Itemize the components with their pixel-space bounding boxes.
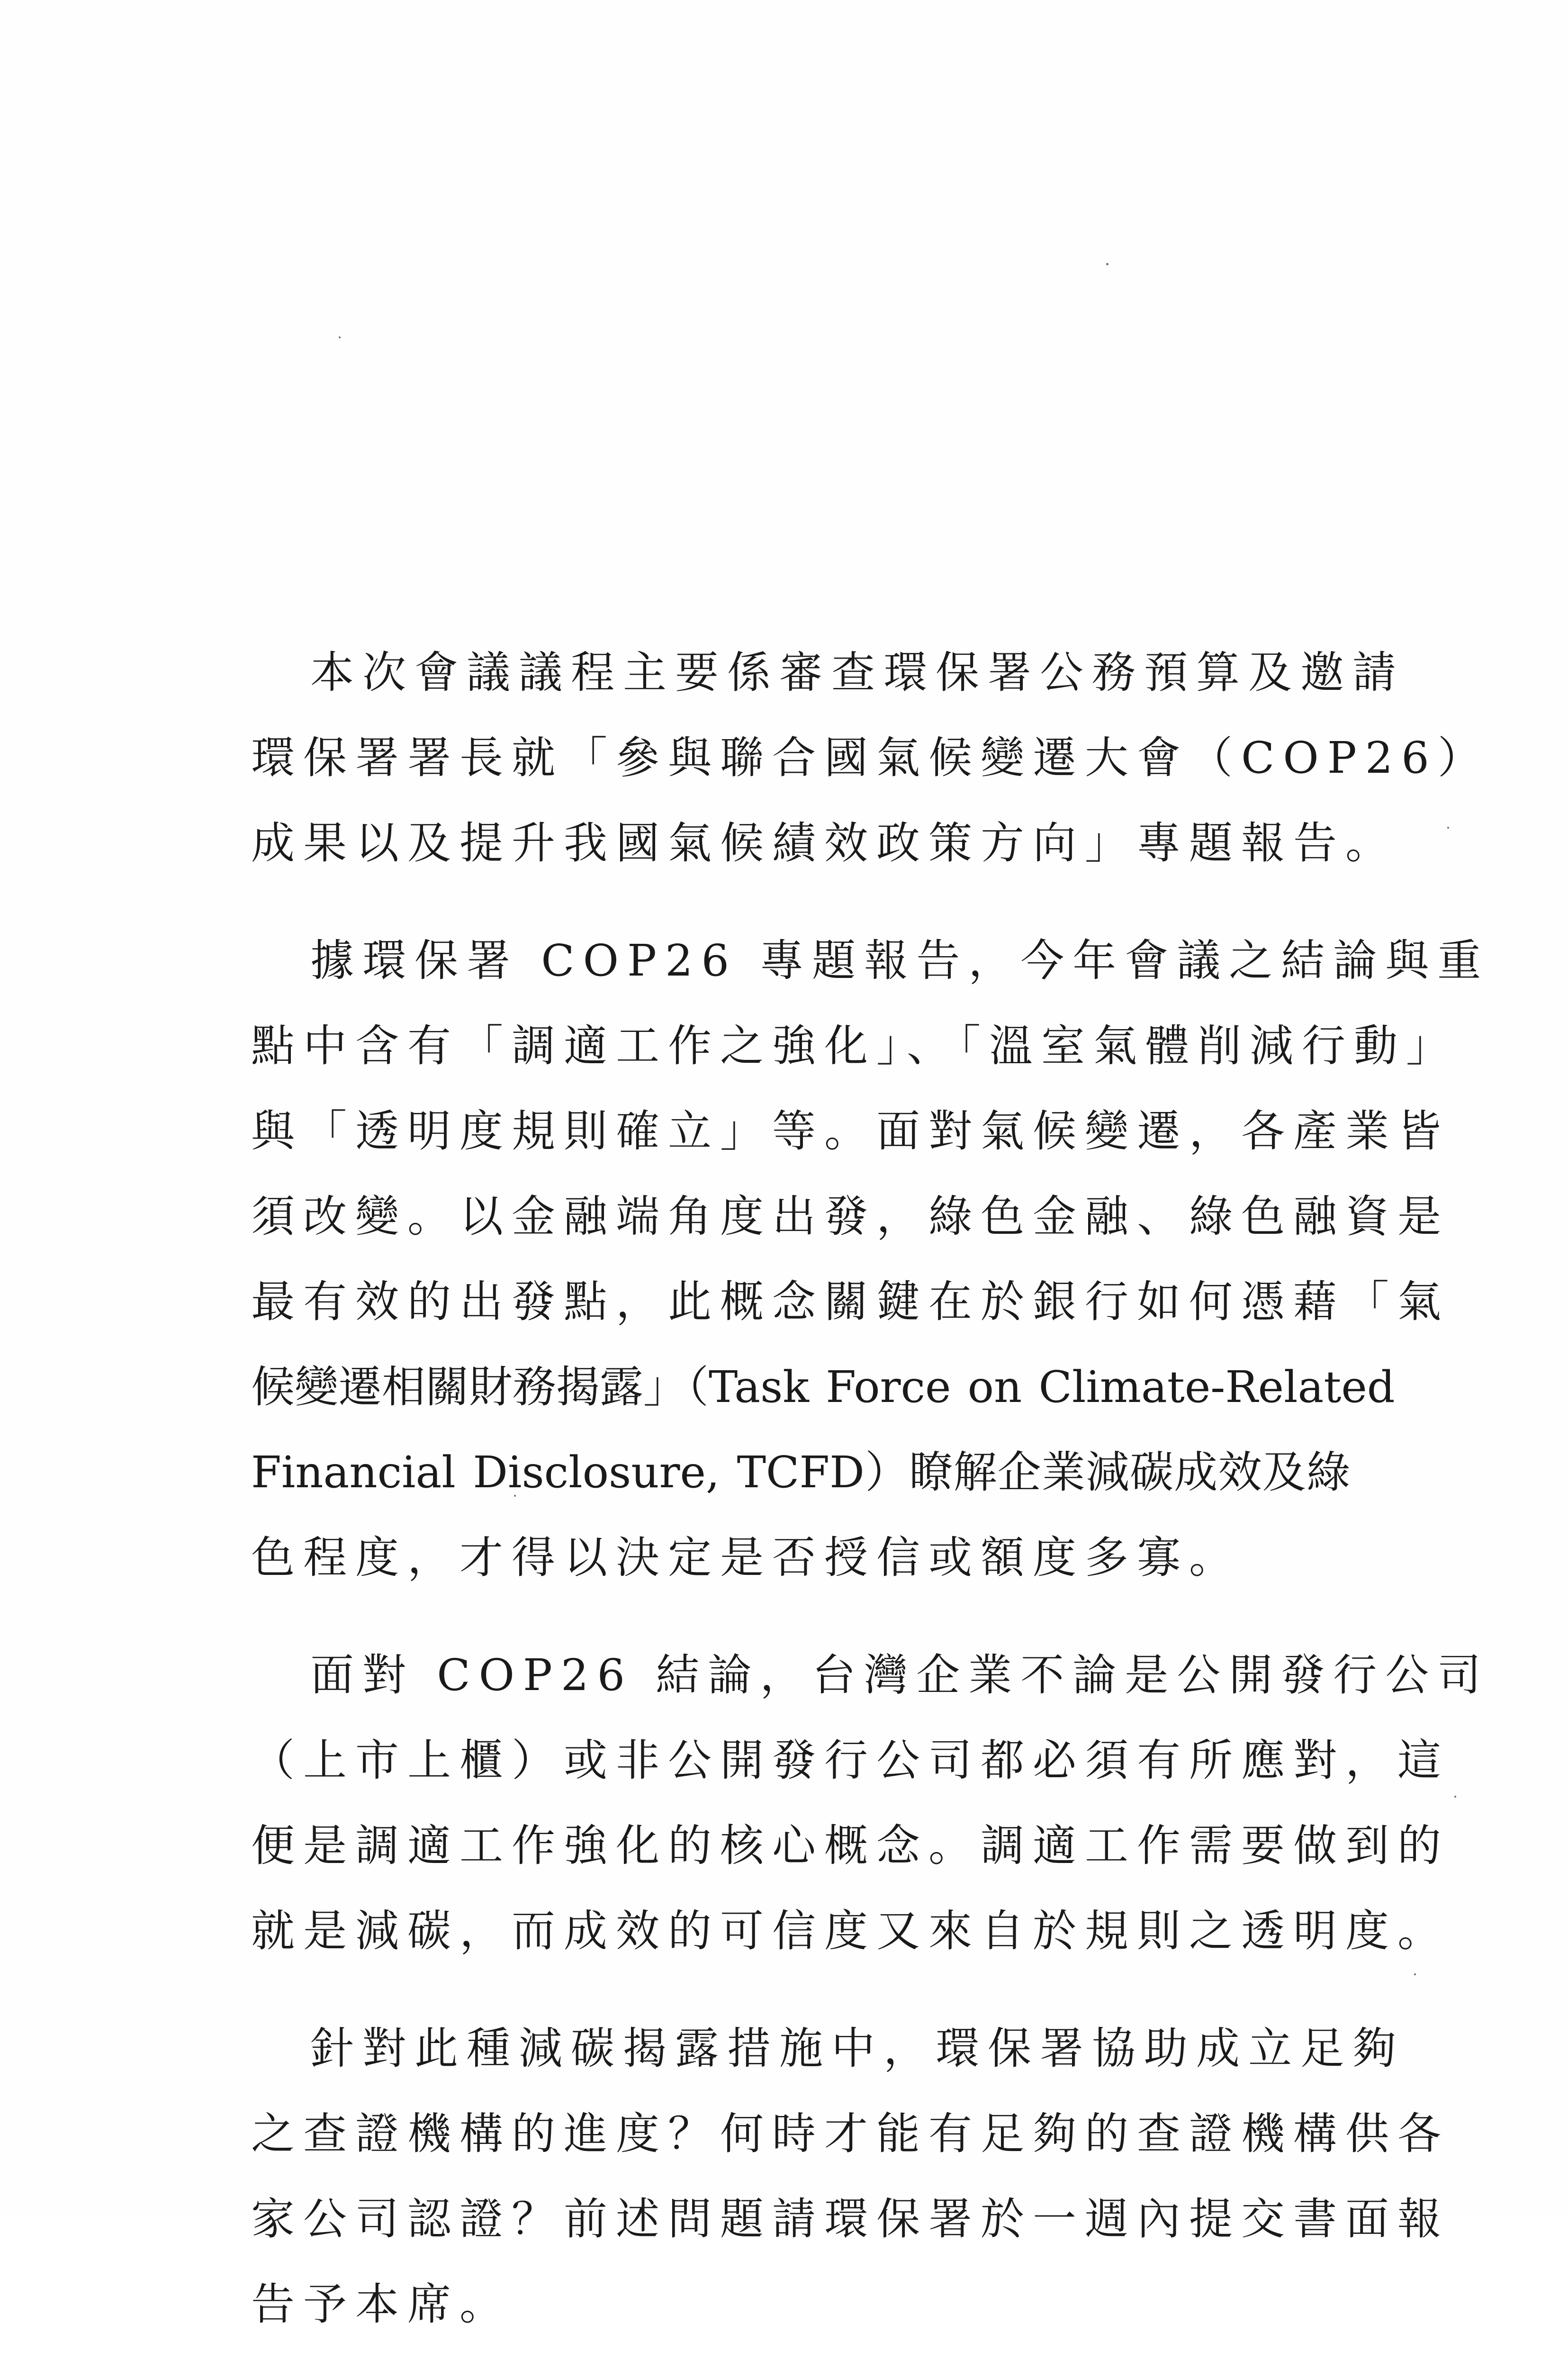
- scan-speck: [1454, 1796, 1456, 1798]
- text-line: （上市上櫃）或非公開發行公司都必須有所應對，這: [251, 1735, 1450, 1786]
- text-line: 面對 COP26 結論，台灣企業不論是公開發行公司: [310, 1650, 1490, 1700]
- text-line: 家公司認證？前述問題請環保署於一週內提交書面報: [251, 2194, 1450, 2244]
- paragraph-2: [251, 918, 1490, 1600]
- text-line: 本次會議議程主要係審查環保署公務預算及邀請: [310, 647, 1405, 698]
- text-line: 便是調適工作強化的核心概念。調適工作需要做到的: [251, 1820, 1450, 1871]
- text-line: 據環保署 COP26 專題報告，今年會議之結論與重: [310, 935, 1490, 986]
- scan-speck: [1414, 1973, 1416, 1975]
- paragraph-4: [251, 2006, 1450, 2347]
- text-line: 須改變。以金融端角度出發，綠色金融、綠色融資是: [251, 1191, 1450, 1242]
- scan-speck: [1106, 263, 1108, 265]
- text-line: 告予本席。: [251, 2279, 512, 2330]
- text-line: 色程度，才得以決定是否授信或額度多寡。: [251, 1532, 1242, 1583]
- text-line: 候變遷相關財務揭露」（Task Force on Climate-Related: [251, 1362, 1395, 1412]
- text-line: 點中含有「調適工作之強化」、「溫室氣體削減行動」: [251, 1021, 1459, 1071]
- paragraph-1: [251, 630, 1490, 886]
- document-body: [251, 630, 1490, 2369]
- text-line: 針對此種減碳揭露措施中，環保署協助成立足夠: [310, 2023, 1405, 2074]
- text-line: 就是減碳，而成效的可信度又來自於規則之透明度。: [251, 1906, 1450, 1956]
- text-line: 成果以及提升我國氣候績效政策方向」專題報告。: [251, 818, 1398, 868]
- scan-speck: [339, 336, 341, 338]
- text-line: 與「透明度規則確立」等。面對氣候變遷，各產業皆: [251, 1106, 1450, 1157]
- paragraph-3: [251, 1633, 1490, 1974]
- text-line: 最有效的出發點，此概念關鍵在於銀行如何憑藉「氣: [251, 1276, 1450, 1327]
- text-line: Financial Disclosure, TCFD）瞭解企業減碳成效及綠: [251, 1447, 1350, 1498]
- text-line: 環保署署長就「參與聯合國氣候變遷大會（COP26）: [251, 732, 1490, 783]
- text-line: 之查證機構的進度？何時才能有足夠的查證機構供各: [251, 2108, 1450, 2159]
- scan-speck: [1447, 827, 1449, 829]
